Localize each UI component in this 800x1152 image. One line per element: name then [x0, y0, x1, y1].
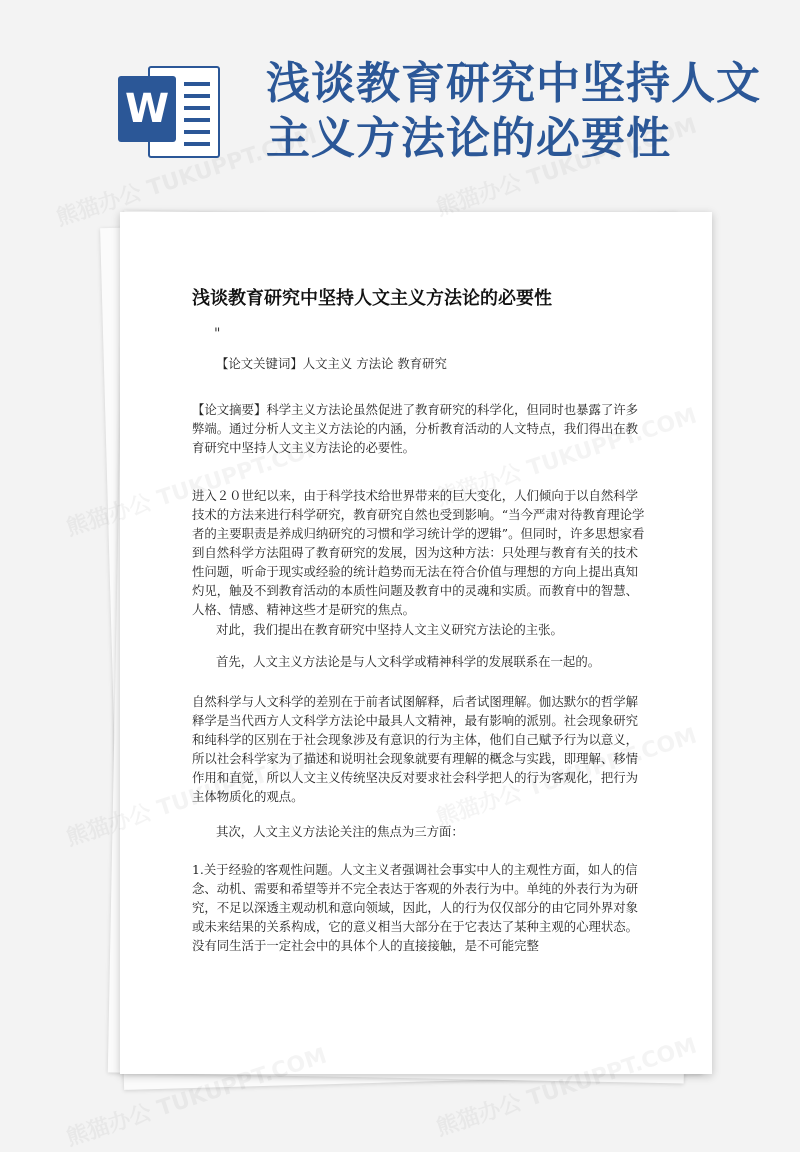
banner — [0, 0, 800, 200]
paragraph-humanities-vs-science: 自然科学与人文科学的差别在于前者试图解释，后者试图理解。伽达默尔的哲学解释学是当代西方人文科学方法论中最具人文精神，最有影响的派别。社会现象研究和纯科学的区别在于社会现象涉及有意识的行为主体，他们自己赋予行为以意义，所以社会科学家为了描述和说明社会现象就要有理解的概念与实践，即理解、移情作用和直觉，所以人文主义传统坚决反对要求社会科学把人的行为客观化，把行为主体物质化的观点。 — [192, 694, 639, 804]
banner-title: 浅谈教育研究中坚持人文主义方法论的必要性 — [266, 58, 761, 164]
paragraph-proposal: 对此，我们提出在教育研究中坚持人文主义研究方法论的主张。 — [216, 622, 563, 637]
document-page — [120, 212, 712, 1074]
document-title: 浅谈教育研究中坚持人文主义方法论的必要性 — [192, 288, 552, 309]
paragraph-item-1: 1.关于经验的客观性问题。人文主义者强调社会事实中人的主观性方面，如人的信念、动机、需要和希望等并不完全表达于客观的外表行为中。单纯的外表行为为研究，不足以深透主观动机和意向领域，因此，人的行为仅仅部分的由它同外界对象或未来结果的关系构成，它的意义相当大部分在于它表达了某种主观的心理状态。没有同生活于一定社会中的具体个人的直接接触，是不可能完整 — [192, 862, 639, 953]
word-logo-letter: W — [124, 86, 170, 132]
word-document-icon — [118, 62, 218, 158]
abstract-paragraph: 【论文摘要】科学主义方法论虽然促进了教育研究的科学化，但同时也暴露了许多弊端。通过分析人文主义方法论的内涵，分析教育活动的人文特点，我们得出在教育研究中坚持人文主义方法论的必要性。 — [192, 402, 639, 455]
paragraph-intro: 进入２０世纪以来，由于科学技术给世界带来的巨大变化，人们倾向于以自然科学技术的方法来进行科学研究，教育研究自然也受到影响。“当今严肃对待教育理论学者的主要职责是养成归纳研究的习惯和学习统计学的逻辑”。但同时，许多思想家看到自然科学方法阻碍了教育研究的发展，因为这种方法：只处理与教育有关的技术性问题，听命于现实或经验的统计趋势而无法在符合价值与理想的方向上提出真知灼见，触及不到教育活动的本质性问题及教育中的灵魂和实质。而教育中的智慧、人格、情感、精神这些才是研究的焦点。 — [192, 488, 645, 617]
paragraph-first-point: 首先，人文主义方法论是与人文科学或精神科学的发展联系在一起的。 — [216, 654, 601, 669]
word-logo-tile — [118, 76, 176, 142]
keywords-line: 【论文关键词】人文主义 方法论 教育研究 — [216, 356, 447, 371]
paragraph-second-point: 其次，人文主义方法论关注的焦点为三方面： — [216, 824, 464, 839]
quote-mark: " — [214, 326, 221, 342]
